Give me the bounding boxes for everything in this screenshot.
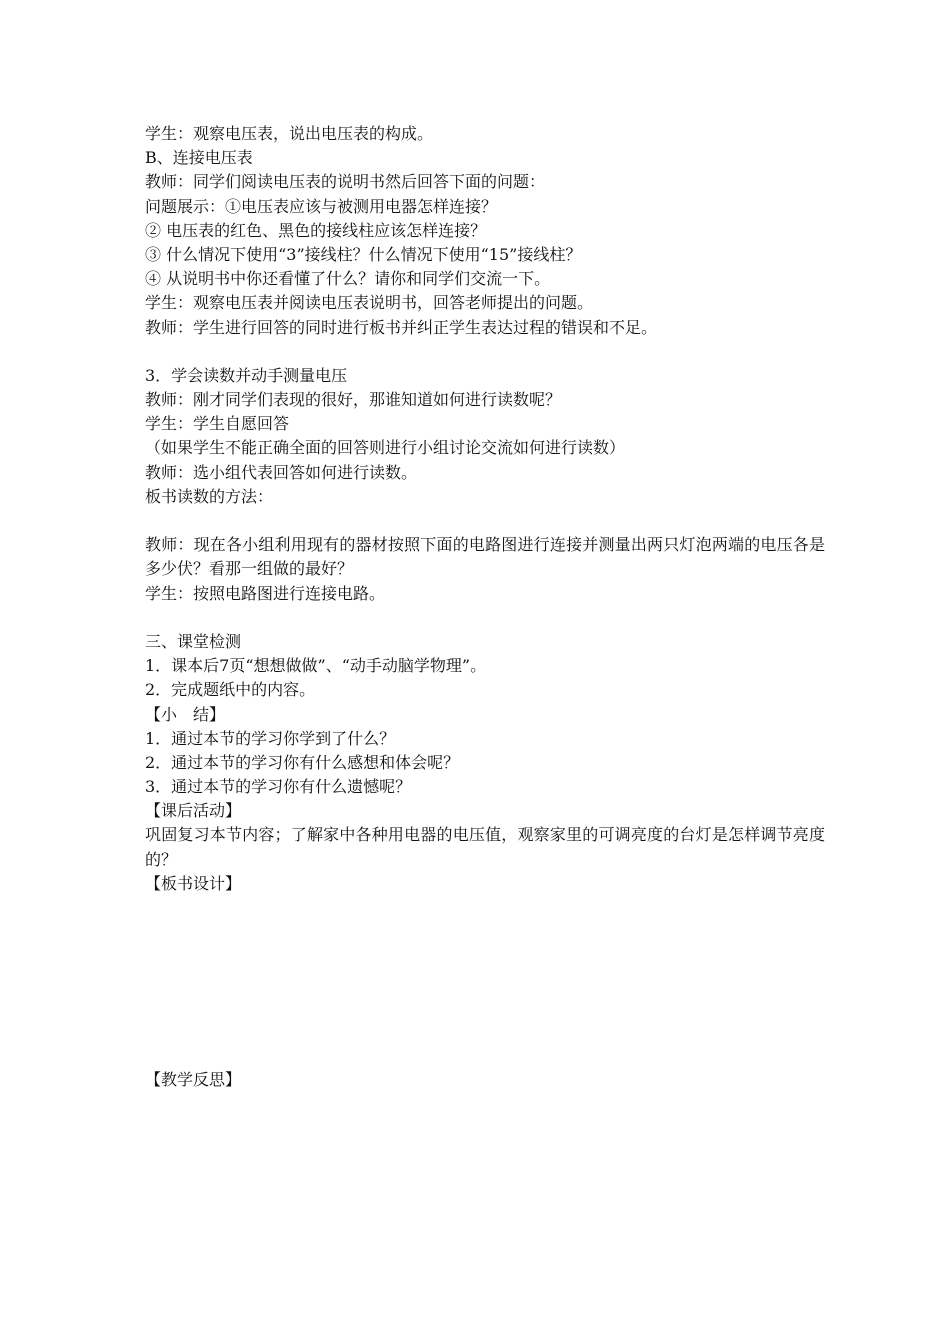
text-line: 学生：观察电压表，说出电压表的构成。 [145, 124, 434, 143]
text-line: ② 电压表的红色、黑色的接线柱应该怎样连接？ [145, 220, 487, 240]
text-line: 学生：学生自愿回答 [145, 414, 290, 434]
text-line: ④ 从说明书中你还看懂了什么？请你和同学们交流一下。 [145, 269, 551, 289]
document-page [145, 122, 825, 1092]
section-heading: 【课后活动】 [145, 801, 242, 821]
section-heading: 【小 结】 [145, 704, 226, 724]
text-line: 3．通过本节的学习你有什么遗憾呢？ [145, 777, 412, 797]
text-line: 2．完成题纸中的内容。 [145, 680, 316, 700]
text-paragraph: 教师：现在各小组利用现有的器材按照下面的电路图进行连接并测量出两只灯泡两端的电压各是多少伏？看那一组做的最好？ [145, 535, 825, 579]
section-heading: 【教学反思】 [145, 1070, 242, 1090]
text-paragraph: 巩固复习本节内容；了解家中各种用电器的电压值，观察家里的可调亮度的台灯是怎样调节亮度的？ [145, 825, 825, 869]
section-heading: 三、课堂检测 [145, 631, 242, 651]
text-line: （如果学生不能正确全面的回答则进行小组讨论交流如何进行读数） [145, 438, 626, 458]
board-design-space [145, 896, 825, 1068]
text-line: 教师：刚才同学们表现的很好，那谁知道如何进行读数呢？ [145, 390, 562, 410]
section-heading: B、连接电压表 [145, 148, 253, 168]
blank-line [145, 606, 825, 630]
text-line: 学生：观察电压表并阅读电压表说明书，回答老师提出的问题。 [145, 293, 594, 313]
text-line: 学生：按照电路图进行连接电路。 [145, 583, 386, 603]
section-heading: 3．学会读数并动手测量电压 [145, 365, 348, 385]
text-line: 教师：选小组代表回答如何进行读数。 [145, 462, 418, 482]
text-line: 1．通过本节的学习你学到了什么？ [145, 728, 396, 748]
text-line: ③ 什么情况下使用“3”接线柱？什么情况下使用“15”接线柱？ [145, 244, 582, 264]
text-line: 1．课本后7页“想想做做”、“动手动脑学物理”。 [145, 656, 487, 676]
text-line: 教师：同学们阅读电压表的说明书然后回答下面的问题： [145, 172, 546, 192]
blank-line [145, 509, 825, 533]
section-heading: 【板书设计】 [145, 873, 242, 893]
text-line: 2．通过本节的学习你有什么感想和体会呢？ [145, 752, 460, 772]
text-line: 问题展示：①电压表应该与被测用电器怎样连接？ [145, 196, 498, 216]
blank-line [145, 340, 825, 364]
text-line: 板书读数的方法： [145, 486, 274, 506]
text-line: 教师：学生进行回答的同时进行板书并纠正学生表达过程的错误和不足。 [145, 317, 658, 337]
